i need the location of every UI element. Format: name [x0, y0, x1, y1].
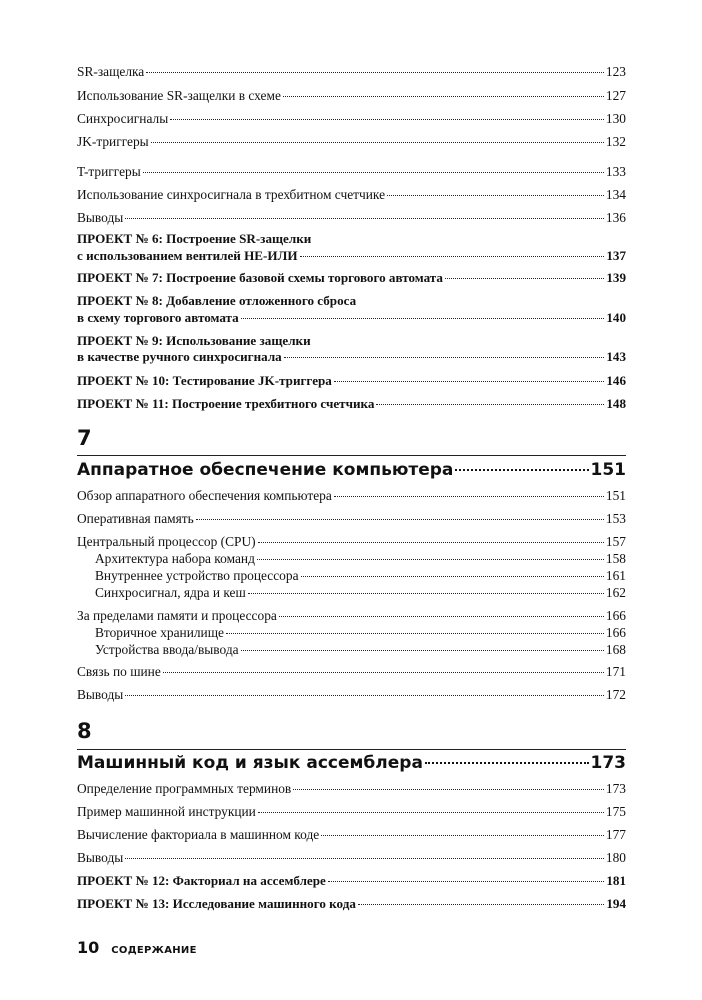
project-title-line1: ПРОЕКТ № 9: Использование защелки — [77, 333, 311, 348]
entry-title: Связь по шине — [77, 664, 161, 679]
dot-leader — [163, 672, 604, 673]
toc-entry[interactable] — [77, 109, 626, 128]
chapter-page: 151 — [590, 460, 626, 480]
entry-page: 148 — [606, 396, 626, 411]
entry-title: Выводы — [77, 850, 124, 865]
toc-entry[interactable] — [77, 86, 626, 105]
dot-leader — [257, 559, 604, 560]
project-title-line1: ПРОЕКТ № 6: Построение SR-защелки — [77, 231, 312, 246]
toc-entry-project[interactable] — [77, 308, 626, 327]
dot-leader — [328, 881, 605, 882]
dot-leader — [301, 576, 604, 577]
entry-title: в качестве ручного синхросигнала — [77, 349, 282, 364]
entry-title: ПРОЕКТ № 11: Построение трехбитного счетчика — [77, 396, 375, 411]
project-title-line1: ПРОЕКТ № 8: Добавление отложенного сброса — [77, 293, 357, 308]
dot-leader — [143, 172, 604, 173]
entry-page: 166 — [605, 625, 626, 640]
table-of-contents — [77, 0, 626, 1000]
toc-entry-project[interactable] — [77, 871, 626, 890]
entry-title: Пример машинной инструкции — [77, 804, 256, 819]
entry-title: ПРОЕКТ № 12: Факториал на ассемблере — [77, 873, 326, 888]
entry-title: Использование SR-защелки в схеме — [77, 88, 281, 103]
dot-leader — [146, 72, 604, 73]
dot-leader — [283, 96, 604, 97]
entry-page: 140 — [606, 310, 626, 325]
entry-title: Центральный процессор (CPU) — [77, 534, 256, 549]
entry-page: 171 — [605, 664, 626, 679]
dot-leader — [376, 404, 604, 405]
entry-page: 180 — [605, 850, 626, 865]
entry-page: 153 — [605, 511, 626, 526]
entry-page: 151 — [605, 488, 626, 503]
toc-entry[interactable] — [77, 779, 626, 798]
dot-leader — [293, 789, 604, 790]
entry-title: с использованием вентилей НЕ-ИЛИ — [77, 248, 298, 263]
toc-entry[interactable] — [77, 162, 626, 181]
dot-leader — [334, 381, 605, 382]
entry-page: 134 — [605, 187, 626, 202]
dot-leader — [455, 469, 588, 471]
entry-page: 158 — [605, 551, 626, 566]
dot-leader — [358, 904, 604, 905]
entry-title: Архитектура набора команд — [95, 551, 255, 566]
entry-title: Выводы — [77, 687, 124, 702]
toc-entry[interactable] — [77, 185, 626, 204]
toc-entry-project[interactable] — [77, 347, 626, 366]
entry-page: 175 — [605, 804, 626, 819]
footer-page-number: 10 — [77, 938, 100, 957]
entry-page: 168 — [605, 642, 626, 657]
entry-page: 166 — [605, 608, 626, 623]
entry-page: 181 — [606, 873, 626, 888]
dot-leader — [321, 835, 604, 836]
entry-page: 177 — [605, 827, 626, 842]
entry-title: Определение программных терминов — [77, 781, 292, 796]
chapter-number: 7 — [77, 426, 92, 450]
dot-leader — [125, 218, 604, 219]
dot-leader — [196, 519, 604, 520]
entry-page: 146 — [606, 373, 626, 388]
dot-leader — [125, 858, 604, 859]
toc-entry[interactable] — [77, 685, 626, 704]
dot-leader — [241, 318, 605, 319]
entry-page: 194 — [606, 896, 626, 911]
page-footer — [77, 938, 197, 957]
entry-title: ПРОЕКТ № 7: Построение базовой схемы торгового автомата — [77, 270, 443, 285]
toc-entry[interactable] — [77, 802, 626, 821]
entry-title: ПРОЕКТ № 10: Тестирование JK-триггера — [77, 373, 332, 388]
dot-leader — [151, 142, 604, 143]
entry-title: Синхросигналы — [77, 111, 169, 126]
dot-leader — [300, 256, 605, 257]
entry-page: 172 — [605, 687, 626, 702]
dot-leader — [241, 650, 604, 651]
entry-title: Вторичное хранилище — [95, 625, 224, 640]
dot-leader — [425, 762, 589, 764]
entry-title: Выводы — [77, 210, 124, 225]
dot-leader — [125, 695, 604, 696]
entry-title: Обзор аппаратного обеспечения компьютера — [77, 488, 332, 503]
entry-page: 133 — [605, 164, 626, 179]
chapter-heading[interactable] — [77, 750, 626, 776]
entry-page: 130 — [605, 111, 626, 126]
toc-subentry[interactable] — [95, 640, 626, 659]
dot-leader — [226, 633, 604, 634]
entry-page: 161 — [605, 568, 626, 583]
dot-leader — [258, 542, 604, 543]
entry-title: ПРОЕКТ № 13: Исследование машинного кода — [77, 896, 356, 911]
entry-page: 162 — [605, 585, 626, 600]
entry-title: Оперативная память — [77, 511, 194, 526]
toc-entry-project[interactable] — [77, 394, 626, 413]
toc-entry[interactable] — [77, 662, 626, 681]
chapter-title: Машинный код и язык ассемблера — [77, 753, 423, 773]
entry-title: Устройства ввода/вывода — [95, 642, 239, 657]
toc-entry[interactable] — [77, 208, 626, 227]
entry-page: 173 — [605, 781, 626, 796]
entry-page: 139 — [606, 270, 626, 285]
toc-entry[interactable] — [77, 132, 626, 151]
toc-entry[interactable] — [77, 62, 626, 81]
toc-entry[interactable] — [77, 825, 626, 844]
entry-page: 127 — [605, 88, 626, 103]
chapter-divider — [77, 455, 626, 456]
footer-label: СОДЕРЖАНИЕ — [111, 945, 197, 956]
entry-page: 137 — [606, 248, 626, 263]
entry-title: Синхросигнал, ядра и кеш — [95, 585, 246, 600]
dot-leader — [279, 616, 604, 617]
entry-title: Использование синхросигнала в трехбитном счетчике — [77, 187, 386, 202]
entry-title: За пределами памяти и процессора — [77, 608, 277, 623]
entry-page: 143 — [606, 349, 626, 364]
toc-entry-project[interactable] — [77, 268, 626, 287]
entry-title: в схему торгового автомата — [77, 310, 239, 325]
dot-leader — [445, 278, 604, 279]
chapter-page: 173 — [590, 753, 626, 773]
toc-entry[interactable] — [77, 509, 626, 528]
chapter-number: 8 — [77, 719, 92, 743]
entry-page: 157 — [605, 534, 626, 549]
toc-entry[interactable] — [77, 848, 626, 867]
entry-title: T-триггеры — [77, 164, 141, 179]
entry-page: 132 — [605, 134, 626, 149]
dot-leader — [387, 195, 604, 196]
dot-leader — [334, 496, 604, 497]
entry-page: 123 — [605, 64, 626, 79]
toc-entry[interactable] — [77, 486, 626, 505]
entry-title: Вычисление факториала в машинном коде — [77, 827, 320, 842]
entry-page: 136 — [605, 210, 626, 225]
dot-leader — [258, 812, 604, 813]
dot-leader — [284, 357, 605, 358]
chapter-heading[interactable] — [77, 457, 626, 483]
toc-entry-project[interactable] — [77, 371, 626, 390]
toc-subentry[interactable] — [95, 583, 626, 602]
toc-entry-project[interactable] — [77, 246, 626, 265]
dot-leader — [170, 119, 604, 120]
toc-entry-project[interactable] — [77, 894, 626, 913]
chapter-title: Аппаратное обеспечение компьютера — [77, 460, 454, 480]
entry-title: Внутреннее устройство процессора — [95, 568, 299, 583]
dot-leader — [248, 593, 604, 594]
entry-title: SR-защелка — [77, 64, 145, 79]
entry-title: JK-триггеры — [77, 134, 149, 149]
